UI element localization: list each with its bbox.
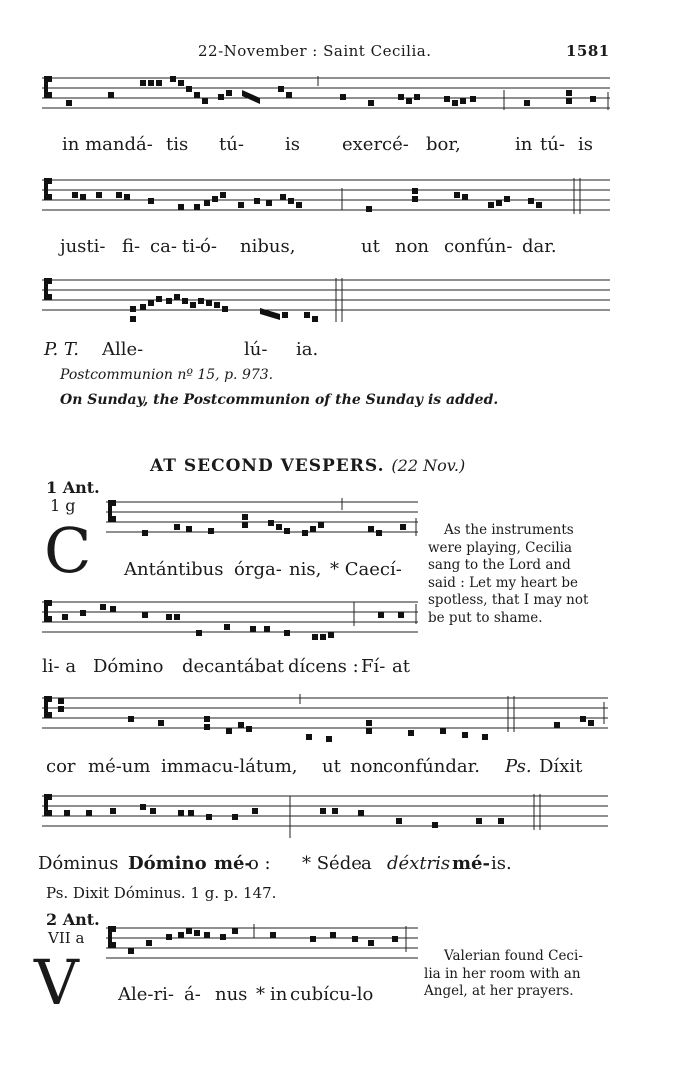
antiphon-2-mode: VII a [48,929,85,947]
lyrics-3 [0,339,679,363]
syllable: confún- [444,236,513,257]
syllable: cor [46,756,76,777]
heading-date: (22 Nov.) [391,456,466,475]
section-heading [150,456,465,476]
syllable: fi- [122,236,141,257]
antiphon-2-label: 2 Ant. [46,910,100,929]
translation-line: spotless, that I may not [428,592,589,608]
syllable: Ps. [505,756,532,777]
lyrics-2 [0,236,679,260]
staff-5-svg [42,596,418,646]
syllable: dar. [522,236,557,257]
syllable: tú- [219,134,244,155]
translation-line: said : Let my heart be [428,574,578,591]
syllable: mé- [452,853,490,874]
syllable: non [350,756,385,777]
syllable: Díxit [539,756,583,777]
translation-line: As the instruments [444,522,574,538]
lyrics-1 [0,134,679,158]
syllable: non [395,236,430,257]
staff-3-svg [42,274,610,324]
translation-line: Angel, at her prayers. [424,983,574,999]
syllable: Ale-ri- [118,984,174,1005]
syllable: o : [248,853,271,874]
syllable: li- a [42,656,77,677]
antiphon-2-initial: V [34,946,79,1019]
staff-7 [42,790,608,842]
staff-7-svg [42,790,608,842]
staff-8 [106,922,418,972]
translation-line: sang to the Lord and [428,557,571,573]
syllable: nibus, [240,236,296,257]
postcommunion-ref: Postcommunion nº 15, p. 973. [60,367,274,383]
syllable: P. T. [44,339,79,360]
syllable: ó- [200,236,217,257]
translation-line: lia in her room with an [424,965,581,982]
syllable: ia. [296,339,319,360]
syllable: Dóminus [38,853,119,874]
psalm-reference: Ps. Dixit Dóminus. 1 g. p. 147. [46,884,277,902]
syllable: is [578,134,593,155]
translation-line: Valerian found Ceci- [444,948,583,964]
translation-line: were playing, Cecilia [428,539,573,556]
syllable: bor, [426,134,461,155]
translation-line: be put to shame. [428,609,543,626]
antiphon-1-mode: 1 g [50,496,76,515]
staff-5 [42,596,418,646]
syllable: in [515,134,533,155]
syllable: ti- [182,236,202,257]
syllable: Fí- [361,656,386,677]
syllable: a [361,853,372,874]
staff-1 [42,72,610,118]
syllable: Antántibus [124,559,224,580]
syllable: is [285,134,300,155]
syllable: * [256,984,265,1005]
antiphon-1-initial: C [44,514,92,587]
ant1-lyrics-2 [0,656,679,680]
staff-6-svg [42,692,608,744]
antiphon-1-translation [428,522,604,627]
syllable: nus [215,984,248,1005]
syllable: in [270,984,288,1005]
running-header: 22-November : Saint Cecilia. [198,42,432,60]
syllable: lú- [244,339,268,360]
antiphon-1-label: 1 Ant. [46,478,100,497]
syllable: tú- [540,134,565,155]
syllable: decantábat [182,656,285,677]
syllable: nis, [289,559,322,580]
staff-6 [42,692,608,744]
syllable: mé- [214,853,252,874]
sunday-note: On Sunday, the Postcommunion of the Sunday is added. [60,392,499,408]
syllable: * Caecí- [330,559,402,580]
syllable: mé-um [88,756,151,777]
syllable: Alle- [102,339,144,360]
heading-text: AT SECOND VESPERS. [150,456,385,476]
ant2-lyrics-1 [0,984,430,1008]
syllable: ut [322,756,341,777]
syllable: * Séde [302,853,362,874]
syllable: Dómino [128,853,207,874]
syllable: ca- [150,236,177,257]
syllable: á- [184,984,201,1005]
syllable: tis [166,134,189,155]
syllable: at [392,656,410,677]
syllable: is. [491,853,512,874]
syllable: in mandá- [62,134,153,155]
staff-4 [106,496,418,546]
syllable: confúndar. [383,756,480,777]
syllable: ut [361,236,380,257]
staff-2-svg [42,174,610,220]
staff-1-svg [42,72,610,118]
ant1-lyrics-4 [0,853,679,877]
syllable: dícens : [288,656,359,677]
syllable: cubícu-lo [290,984,374,1005]
syllable: déxtris [387,853,451,874]
syllable: immacu-látum, [161,756,298,777]
syllable: Dómino [93,656,164,677]
antiphon-2-translation [424,948,602,1001]
syllable: órga- [234,559,282,580]
staff-8-svg [106,922,418,972]
staff-4-svg [106,496,418,546]
staff-2 [42,174,610,220]
syllable: exercé- [342,134,409,155]
page-number: 1581 [566,42,610,60]
syllable: justi- [60,236,106,257]
ant1-lyrics-1 [0,559,430,583]
staff-3 [42,274,610,324]
ant1-lyrics-3 [0,756,679,780]
